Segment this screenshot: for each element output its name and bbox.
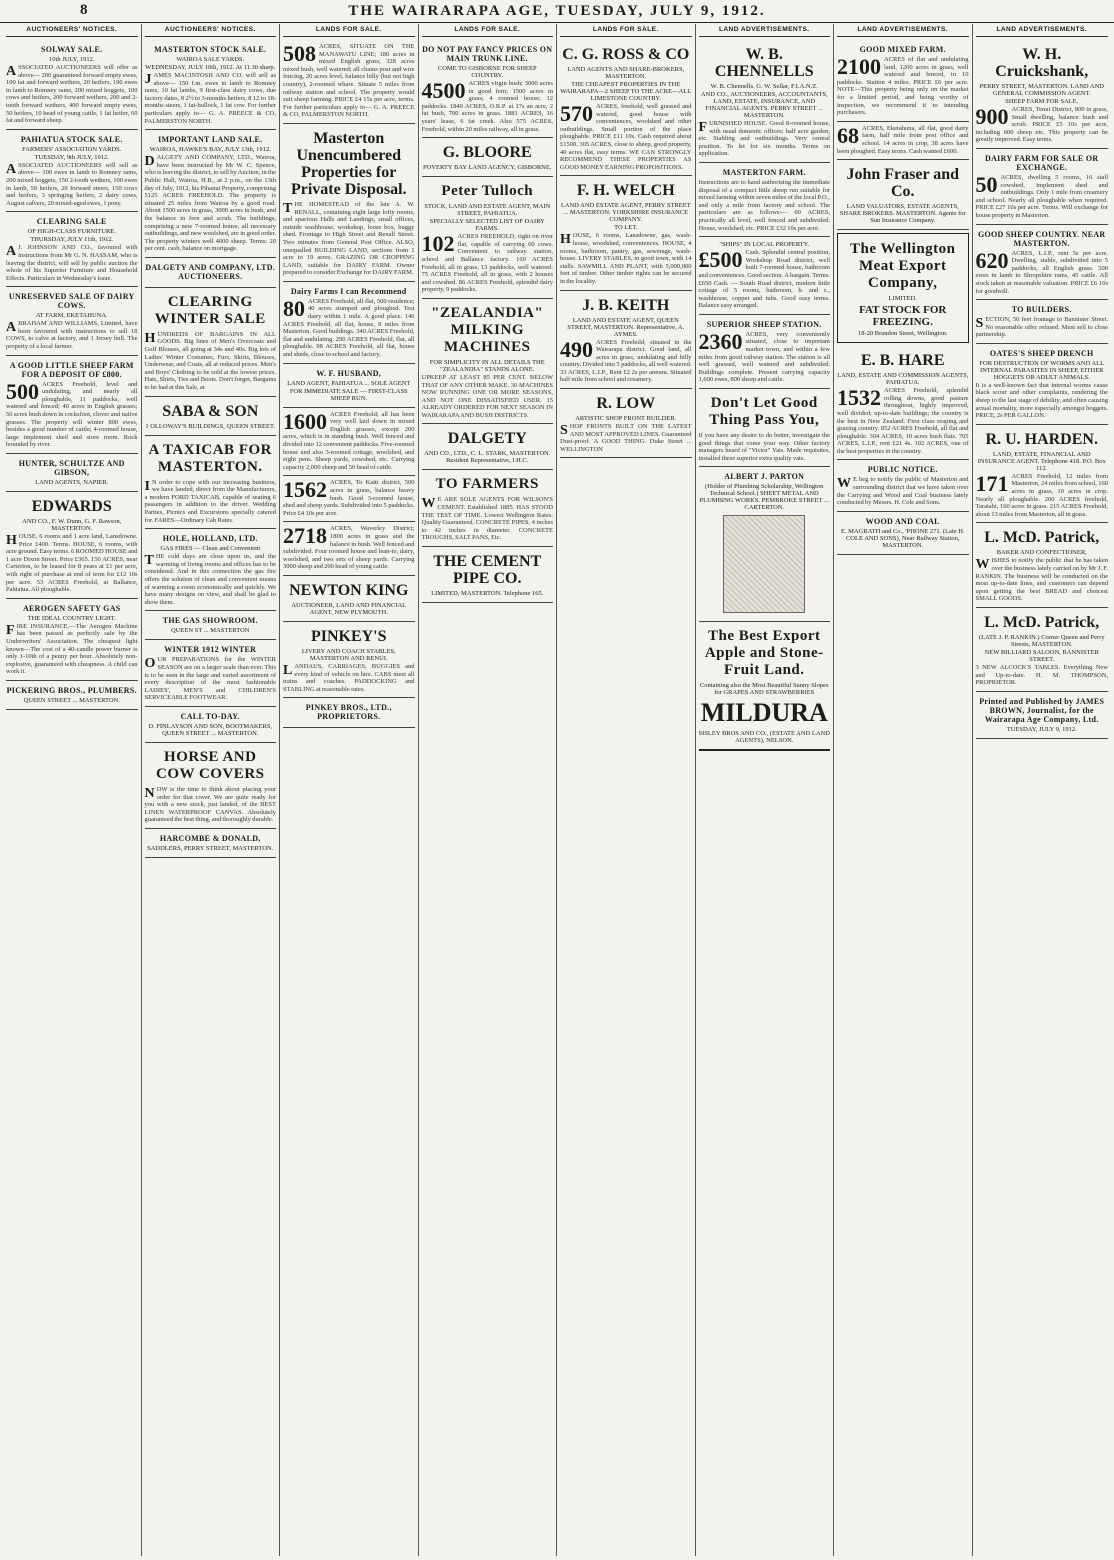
ad-heading: Dairy Farms I can Recommend [290,286,407,296]
ad-heading: THE GAS SHOWROOM. [162,616,258,626]
ad-subheading: LIMITED, MASTERTON. Telephone 165. [431,590,544,598]
advertisement [145,611,277,640]
ad-name: NEWTON KING [289,581,409,599]
ad-name: Masterton Unencumbered Properties for Private Disposal. [290,129,407,198]
advertisement [837,512,969,555]
column-1 [3,24,142,1556]
ad-name: R. LOW [596,395,656,413]
ad-body: 1562 ACRES, To Kaiti district, 500 acres in grass, balance heavy bush. Good 3-roomed house, shed and sheep yards. Subdivided into 5 paddocks. Price £4 10s per acre. [283,477,415,517]
ad-subheading: W. B. Chennells. G. W. Sellar, F.I.A.N.Z. [710,83,818,90]
ad-subheading: LAND VALUATORS, ESTATE AGENTS, SHARE BROKERS. MASTERTON. Agents for Sun Insurance Company. [839,203,966,225]
ad-subheading: WAIROA SALE YARDS. [176,56,245,63]
advertisement [560,40,692,176]
ad-body: 4500 ACRES virgin bush; 3000 acres in good fern; 1500 acres in grass; 4 roomed house; 12 paddocks. 1840 ACRES, O.R.P. at 17s an acre, 2 fat bush, 700 acres in grass. 1881 ACRES, 16 years' lease, 6 fat creek. Also 575 ACRES, Freehold, within 20 miles railway, all in grass. [421,78,553,133]
ad-body: A J. JOHNSON AND CO., favoured with instructions from Mr G. N. HASSAM, who is leaving the district, will sell by public auction the whole of his Superior Furniture and Household Effects. Particulars in Wednesday's issue. [6,244,138,282]
ad-subheading: QUEEN ST ... MASTERTON [171,627,250,635]
advertisement [145,829,277,858]
acreage-figure: 620 [975,247,1009,273]
ad-body: £500 Cash. Splendid central position, Workshop Road district, well built 7-roomed house, bathroom and conveniences. Good section. A bargain. Terms. £650 Cash. — South Road district, modern little cottage of 5 rooms, bathroom, h. and c., washhouse, copper and tubs. Good easy terms. Balance easy arranged. [698,247,830,310]
ad-body: ABRAHAM AND WILLIAMS, Limited, have been favoured with instructions to sell 18 COWS, to calve at factory, and 1 Jersey bull. The property of a local farmer. [6,320,138,351]
column-3 [280,24,419,1556]
mildura-name: MILDURA [700,698,828,728]
ad-heading: SUPERIOR SHEEP STATION. [706,319,822,329]
ad-body: 500 ACRES Freehold, level and undulating, and nearly all ploughable, 11 paddocks, well watered and fenced; 40 acres in English grasses; 50 acres bush down in cocksfoot, clover and native grasses. The property will winter 800 ewes, besides a good number of cattle; 4-roomed house, large implement shed and store room. Rock bounded by river. [6,378,138,449]
ad-subheading: TO LET. [614,224,638,232]
ad-heading: PUBLIC NOTICE. [867,465,938,475]
drop-cap: I [144,478,150,494]
ad-subheading: D. FINLAYSON AND SON, BOOTMAKERS, QUEEN STREET ... MASTERTON. [148,722,273,737]
ad-name: W. B. CHENNELLS [714,46,814,80]
ad-heading: UNRESERVED SALE OF DAIRY COWS. [8,292,135,311]
advertisement [283,522,415,576]
acreage-figure: 1532 [837,385,881,411]
ad-subheading: QUEEN STREET ... MASTERTON. [23,696,120,704]
ad-body: Instructions are to hand authorising the immediate disposal of a compact little sheep run suitable for mixed farming within seven miles of the local P.O., and only a mile from factory and school. The particulars are as follows:— 60 ACRES, practically all level, well fenced and subdivided. House, woolshed, etc. PRICE £32 10s per acre. [698,178,830,232]
ad-body: WISHES to notify the public that he has taken over the business lately carried on by Mr J. F. RANKIN. The business will be conducted on the most up-to-date lines, and customers can depend upon getting the best BREAD and choicest SMALL GOODS. [975,557,1108,603]
acreage-figure: 500 [6,378,39,404]
advertisement [283,622,415,698]
ad-subheading: TUESDAY, JULY 9, 1912. [1006,725,1077,733]
ad-heading: GOOD MIXED FARM. [859,45,946,54]
advertisement [422,138,554,177]
ad-subheading: AND CO., LTD., C. L. STARK, MASTERTON. Resident Representative, I.H.C. [424,450,551,465]
advertisement [145,640,277,707]
ad-heading: HUNTER, SCHULTZE AND GIBSON, [18,459,125,477]
ad-heading: DAIRY FARM FOR SALE OR EXCHANGE. [985,153,1099,172]
advertisement [976,40,1109,149]
ad-heading: DALGETY AND COMPANY, LTD. AUCTIONEERS. [145,262,276,281]
ad-body: NOW is the time to think about placing your order for that cover. We are quite ready for you with a new stock, just landed, of the BEST LINEN WATERPROOF CANVAS. Absolutely guaranteed the best thing, and thoroughly durable. [144,785,276,824]
column-8 [973,24,1112,1556]
ad-heading: MASTERTON FARM. [722,167,806,177]
ad-name: THE CEMENT PIPE CO. [433,553,542,588]
column-heading: LAND ADVERTISEMENTS. [976,24,1109,37]
drop-cap: W [837,476,851,492]
drop-cap: A [6,244,17,260]
column-heading: AUCTIONEERS' NOTICES. [145,24,277,37]
ad-subheading: LIVERY AND COACH STABLES, MASTERTON AND RENUI. [301,647,396,662]
advertisement [976,300,1109,344]
advertisement [422,299,554,425]
advertisement [6,454,138,492]
drop-cap: O [144,656,156,672]
ad-display-title: TO FARMERS [435,476,539,493]
ad-body: FURNISHED HOUSE. Good 8-roomed house, with usual domestic offices; half acre garden, etc. Stabling and outbuildings. Very central position. To let for six months. Terms on application. [698,120,830,158]
column-2 [142,24,281,1556]
advertisement [145,288,277,397]
acreage-figure: 1600 [283,408,327,434]
meat-export-sub: LIMITED. [888,295,917,303]
ad-subheading: OF HIGH-CLASS FURNITURE. [27,228,116,236]
advertisement [145,397,277,436]
ad-heading: CALL TO-DAY. [180,711,240,721]
ad-name: PINKEY'S [310,627,387,645]
advertisement [837,122,969,160]
page-number: 8 [80,2,88,18]
advertisement [699,40,831,163]
drop-cap: T [144,553,154,569]
acreage-figure: 490 [560,336,593,362]
ad-subheading: PERRY STREET, MASTERTON. LAND AND GENERAL COMMISSION AGENT. [979,83,1104,97]
ad-body: 2718 ACRES, Waverley District; 1800 acres in grass and the balance in bush. Well fenced and subdivided. Four roomed house and lean-to, dairy, woolshed, and two sets of sheep yards. Carrying 3000 sheep and 200 head of young cattle. [283,523,415,571]
drop-cap: A [6,320,17,336]
meat-export-line: FAT STOCK FOR FREEZING. [859,304,947,329]
ad-body: ASSOCIATED AUCTIONEERS will offer as above— 200 guaranteed forward empty ewes, 100 fat and forward wethers, 20 heifers, 190 ewes in lamb to Romney rams, 200 mixed hoggets, 100 cows and heifers, 200 forward wethers, 200 and 2-tooth forward wethers, 400 forward empty ewes, 50 heifers, 10 head of young cattle, 1 fat heifer, 60 fat and forward sheep. [6,64,138,125]
advertisement [6,356,138,454]
ad-body: 50 ACRES, dwelling 5 rooms, 16 stall cowshed, implement shed and outbuildings. Only 1 mile from creamery and school. Nearly all ploughable when required. PRICE £27 10s per acre. Terms. Will exchange for house property in Masterton. [975,171,1108,219]
ad-heading: PICKERING BROS., PLUMBERS. [6,685,137,695]
ad-name: SABA & SON [162,402,259,420]
advertisement [283,698,415,728]
mildura-sub: Containing also the Most Beautiful Sunny Slopes for GRAPES AND STRAWBERRIES [699,682,829,697]
advertisement [6,681,138,710]
ad-heading: OATES'S SHEEP DRENCH [989,348,1094,358]
column-heading: LANDS FOR SALE. [283,24,415,37]
drop-cap: N [144,785,155,801]
advertisement [6,130,138,213]
advertisement [6,599,138,681]
drop-cap: T [283,200,293,216]
drop-cap: D [144,154,155,170]
advertisement [283,40,415,124]
illustration-image [723,515,805,613]
advertisement [560,291,692,390]
advertisement [837,40,969,122]
acreage-figure: 80 [283,295,305,321]
ad-name: EDWARDS [31,498,112,515]
advertisement [145,436,277,530]
ad-subheading: ARTISTIC SHOP FRONT BUILDER. [575,415,677,423]
ad-body: I N order to cope with our increasing business, we have landed, direct from the Manufacturers, a modern FORD TAXICAB, capable of seating 6 passengers in addition to the driver. Wedding Parties, Picnics and Excursions specially catered for. FARES—Ordinary Cab Rates. [144,478,276,524]
column-heading: LANDS FOR SALE. [560,24,692,37]
ad-name: G. BLOORE [442,144,532,162]
ad-body: 620 ACRES, L.I.P., rent 5s per acre. Dwelling, stable, subdivided into 5 paddocks, all English grass. 500 ewes in lamb to Shropshire rams, 45 cattle. All stock taken at reasonable valuation. PRICE £6 10s for goodwill. [975,247,1108,295]
ad-body: LANDAUS, CARRIAGES, BUGGIES and every kind of vehicle on hire. CABS meet all trains and coaches. PADDOCKING and STABLING at reasonable rates. [283,662,415,693]
drop-cap: A [6,64,17,79]
ad-subheading: NEW BILLIARD SALOON, BANNISTER STREET. [984,648,1099,663]
ad-subheading: LAND AGENTS AND SHARE-BROKERS, MASTERTON. [567,66,685,80]
mildura-ad [699,622,831,751]
ad-subheading: STOCK, LAND AND ESTATE AGENT, MAIN STREET, PAHIATUA. [424,203,551,218]
ad-name: DALGETY [447,430,527,448]
ad-subheading: E. MAGRATH and Co., 'PHONE 271. (Late H. COLE AND SONS), Near Railway Station, MASTERTON. [840,527,965,549]
column-heading: LANDS FOR SALE. [422,24,554,37]
ad-heading: PAHIATUA STOCK SALE. [20,134,123,144]
ad-display-title: Don't Let Good Thing Pass You, [709,395,820,429]
acreage-figure: 68 [837,122,859,148]
ad-heading: GOOD SHEEP COUNTRY. NEAR MASTERTON. [977,229,1106,248]
advertisement [837,346,969,460]
column-7 [834,24,973,1556]
ad-heading: DO NOT PAY FANCY PRICES ON MAIN TRUNK LINE. [422,45,553,63]
ad-body: 1532 ACRES Freehold, splendid rolling downs, good pasture throughout, highly improved, well divided; up-to-date buildings; the country is the best in New Zealand. First class reaping and grazing country. 852 ACRES Freehold, all flat and ploughable. 304 ACRES, 10 acres bush flats. 705 ACRES, L.I.P., rent £21 4s. 102 ACRES, one of the best properties in the country. [837,385,969,455]
column-heading: AUCTIONEERS' NOTICES. [6,24,138,37]
meat-export-title: The Wellington Meat Export Company, [850,241,956,292]
ad-name: C. G. ROSS & CO [562,46,690,63]
ad-body: It is a well-known fact that internal worms cause black scour and other complaints, rendering the sheep to the last stage of debility, and often causing actual mortality, more especially amongst hoggets. PRICE, 2s PER GALLON. [975,381,1108,420]
advertisement [976,608,1109,692]
advertisement [283,576,415,622]
ad-subheading: FOR IMMEDIATE SALE — FIRST-CLASS SHEEP RUN. [289,387,408,402]
ad-display-title: CLEARING WINTER SALE [154,293,266,327]
columns [3,24,1111,1556]
ad-subheading: COME TO GISBORNE FOR SHEEP COUNTRY. [437,65,537,79]
advertisement [699,237,831,315]
ad-subheading: AND CO., F. W. Dunn, G. F. Rawson, MASTERTON. [22,518,122,532]
ad-subheading: LAND, ESTATE, FINANCIAL AND INSURANCE AGENT. Telephone 418. P.O. Box 112. [977,450,1106,472]
ad-subheading: LAND AND ESTATE AGENT, PERRY STREET ... MASTERTON. YORKSHIRE INSURANCE COMPANY. [560,202,691,224]
ad-subheading: (Holder of Plumbing Scholarship, Wellington Technical School.) SHEET METAL AND PLUMBING WORKS. PEMBROKE STREET ... CARTERTON. [699,483,829,512]
advertisement [283,282,415,364]
acreage-figure: 2100 [837,54,881,79]
column-heading: LAND ADVERTISEMENTS. [837,24,969,37]
ad-heading: ALBERT J. PARTON [724,472,805,482]
ad-heading: TO BUILDERS. [1011,305,1072,315]
advertisement [145,130,277,258]
mildura-agent: SISLEY BROS AND CO., (ESTATE AND LAND AGENTS), NELSON. [698,730,830,745]
ad-body: THE cold days are close upon us, and the warming of living rooms and offices has to be considered. And in this connection the gas fire offers the solution of clean and convenient means of warming a room economically and quickly. We have many designs on view, and shall be glad to show them. [144,553,276,606]
ad-body: 2100 ACRES of flat and undulating land, 1200 acres in grass, well watered and fenced, in 10 paddocks. Station 4 miles. PRICE £6 per acre. NOTE—This property being only on the market for a limited period, and being worthy of inspection, we recommend it to intending purchasers. [837,54,969,117]
acreage-figure: 508 [283,41,316,66]
ad-body: 80 ACRES Freehold, all flat, 500 residence; 40 acres stumped and ploughed. Test dairy within 1 mile. A good place. 146 ACRES Freehold, all flat, house, 8 miles from Masterton. Good buildings. 340 ACRES Freehold, flat and undulating. 290 ACRES Freehold, flat, all ploughable. 98 ACRES Freehold, all flat, house and sheds, close to school and factory. [283,295,415,359]
ad-subheading: FARMERS' ASSOCIATION YARDS. [22,145,122,153]
advertisement [976,523,1109,608]
advertisement [422,470,554,547]
ad-body: 3 NEW ALCOCK'S TABLES. Everything New and Up-to-date. H. M. THOMPSON, PROPRIETOR. [975,663,1108,687]
drop-cap: F [698,120,708,135]
ad-body: If you have any desire to do better, investigate the good things that come your way. Other factory managers heard of "Victor" Vats. Made requisites, installed these superior extra quality vats. [698,432,830,462]
advertisement [145,529,277,611]
column-5 [557,24,696,1556]
ad-body: W E ARE SOLE AGENTS FOR WILSON'S CEMENT. Established 1885. HAS STOOD THE TEST OF TIME. Lowest Wellington Rates. Quality Guaranteed. CONCRETE PIPES, 4 inches to 42 inches in diameter. CONCRETE TROUGHS, SALT PANS, Etc. [421,496,553,542]
ad-subheading: SHEEP FARM FOR SALE. [1005,98,1079,105]
ad-subheading: SADDLERS, PERRY STREET, MASTERTON. [147,844,274,852]
mildura-title: The Best Export Apple and Stone-Fruit Land. [704,628,824,679]
ad-body: 508 ACRES, SITUATE ON THE MANAWATU LINE; 180 acres in mixed English grass; 328 acres mixed bush, well watered; all chains post and wire fencing, 20 acres level, balance hilly (but not high country), 2-roomed whare. Situate 5 miles from railway station and school. The property would suit sheep farming. PRICE £4 15s per acre, terms. For further particulars apply to— G. A. PREECE & CO, PALMERSTON NORTH. [283,41,415,119]
advertisement [283,408,415,477]
advertisement [976,692,1109,739]
ad-display-title: HORSE AND COW COVERS [156,748,265,782]
ad-body: THE HOMESTEAD of the late A. W. RENALL, containing eight large lofty rooms, and spacious Halls and Landings, small offices, outside washhouse, workshop, loose box, buggy shed. Frontage to High Street and Renall Street. Two minutes from General Post Office. ALSO, unequalled BUILDING LAND, sections from 1 acre to 19 acres. GRAZING OR CROPPING LAND, suitable for DAIRY FARM. Owner prepared to consider Exchange for DAIRY FARM. [283,200,415,277]
advertisement [145,743,277,829]
ad-subheading: AT FARM, EKETAHUNA. [35,312,108,320]
ad-body: 68 ACRES, Eketahuna, all flat, good dairy farm, half mile from post office and school. 14 acres in crop, 38 acres have been ploughed. Easy terms. Cash wanted £600. [837,122,969,155]
ad-heading: MASTERTON STOCK SALE. [154,45,267,54]
ad-subheading: SPECIALLY SELECTED LIST OF DAIRY FARMS. [429,218,545,233]
ad-body: OUR PREPARATIONS for the WINTER SEASON are on a larger scale than ever. This is to be seen in the large and varied assortment of every description of the most fashionable LADIES', MEN'S and CHILDREN'S SERVICEABLE FOOTWEAR. [144,656,276,702]
drop-cap: S [975,316,984,332]
ad-body: HOUSE, 6 rooms, Lansdowne, gas, wash-house, woodshed, conveniences. HOUSE, 4 rooms, bathroom, pantry, gas, sewerage, wash-house. LIVERY STABLES, in good town, with 14 stalls. SAWMILL AND PLANT, with 5,000,000 feet of timber. Other timber rights can be secured in the locality. [560,232,692,285]
ad-subheading: TUESDAY, 9th JULY, 1912. [34,153,109,161]
ad-heading: CLEARING SALE [36,217,107,227]
advertisement [283,364,415,408]
drop-cap: A [6,161,17,177]
ad-subheading: POVERTY BAY LAND AGENCY, GISBORNE. [423,164,552,172]
ad-body: 171 ACRES Freehold, 12 miles from Masterton, 24 miles from school, 160 acres in grass, 10 acres in crop. Nearly all ploughable. 200 ACRES freehold, Taratahi, 160 acres in grass. 215 ACRES Freehold, about 13 miles from Masterton, all in grass. [975,470,1108,518]
advertisement [145,707,277,743]
ad-name: L. McD. Patrick, [984,529,1100,547]
ad-subheading: FOR DESTRUCTION OF WORMS AND ALL INTERNAL PARASITES IN SHEEP, EITHER HOGGETS OR ADULT ANIMALS. [979,359,1105,381]
advertisement [837,460,969,511]
drop-cap: W [421,496,436,512]
ad-body: FIRE INSURANCE.—The Aerogen Machine has been passed as perfectly safe by the Underwriters' Association. The cheapest light known—The cost of a 40-candle power burner is only 1-10th of a penny per hour. Absolutely non-explosive, guaranteed with cheapness. A child can work it. [6,622,138,676]
ad-subheading: (LATE J. P. RANKIN.) Corner Queen and Perry Streets, MASTERTON. [978,633,1105,648]
acreage-figure: 102 [421,231,455,257]
drop-cap: H [560,232,571,248]
ad-subheading: THE CHEAPEST PROPERTIES IN THE WAIRARAPA—2 SHEEP TO THE ACRE—ALL LIMESTONE COUNTRY. [560,81,692,102]
ad-body: JAMES MACINTOSH AND CO. will sell as above— 150 f.m. ewes in lamb to Romney rams, 10 fat lambs, 9 first-class dairy cows, due factory dates, 8 2½ to 3-months heifers, 8 12 to 18-months steers, 1 fat-bullock, 1 fat cow. For further particulars apply to— G. A. PREECE & CO, PALMERSTON NORTH. [144,72,276,125]
meat-export-ad [837,233,969,343]
advertisement [976,149,1109,225]
ad-subheading: THURSDAY, JULY 11th, 1912. [30,236,114,244]
ad-subheading: BAKER AND CONFECTIONER, [996,549,1087,557]
drop-cap: S [560,423,568,439]
advertisement [837,160,969,230]
ad-subheading: AUCTIONEER, LAND AND FINANCIAL AGENT, NEW PLYMOUTH. [291,601,407,616]
advertisement [699,163,831,237]
drop-cap: W [975,557,990,573]
drop-cap: H [144,330,156,346]
drop-cap: F [6,622,15,638]
ad-subheading: THE IDEAL COUNTRY LIGHT. [27,614,116,622]
ad-body: DALGETY AND COMPANY, LTD., Wairoa, have been instructed by Mr W. C. Spence, who is leaving the district, to sell by Auction, in the Public Hall, Wairoa, H.B., at 2 p.m., on the 13th day of July, 1912, his Pihanui Property, comprising 5125 ACRES FREEHOLD. The property is situated 25 miles from Wairoa by a good road. About 1500 acres in grass, 3000 acres in bush, and the balance in fern and scrub. The buildings, comprising a new 7-roomed house, all necessary outbuildings, and new woolshed, are in good order. The property winters well 4000 sheep. Terms: 20 per cent. cash, balance on mortgage. [144,154,276,253]
ad-body: UPKEEP AT LEAST 85 PER CENT. BELOW THAT OF ANY OTHER MAKE. 30 MACHINES NOW RUNNING ONE OR MORE SEASONS, AND NOT ONE DISSATISFIED USER. 15 ALREADY ORDERED FOR NEXT SEASON IN WAIRARAPA AND BUSH DISTRICTS. [421,373,553,419]
ad-heading: WINTER 1912 WINTER [164,645,257,655]
ad-subheading: FOR SIMPLICITY IN ALL DETAILS THE "ZEALANDIA" STANDS ALONE. [429,358,545,373]
advertisement [6,492,138,599]
acreage-figure: 900 [975,104,1009,129]
drop-cap: L [283,662,293,678]
advertisement [422,40,554,138]
ad-subheading: LAND AGENTS, NAPIER. [35,479,109,486]
ad-name: F. H. WELCH [576,182,675,200]
masthead [0,0,1114,23]
advertisement [422,547,554,603]
ad-subheading: WAIROA, HAWKE'S BAY, JULY 13th, 1912. [149,146,271,154]
ad-body: HOUSE, 6 rooms and 1 acre land, Lansdowne. Price £400. Terms. HOUSE, 6 rooms, with acre ground. Easy terms. 6 ROOMED HOUSE and 1 acre Dixon Street. Price £365. 150 ACRES, near Carterton, to be leased for 8 years at £1 per acre, with right of purchase at end of term for £12 10s per acre. 53 ACRES Freehold, at Ballance, Pahiatua. All ploughable. [6,533,138,594]
ad-subheading: LAND, ESTATE AND COMMISSION AGENTS, PAHIATUA. [837,372,969,387]
ad-body: 102 ACRES FREEHOLD, right on river flat, capable of carrying 60 cows. Convenient to railway station, school and Ballance factory. 160 ACRES Freehold, all in grass, 13 paddocks, well watered. 75 ACRES Freehold, all in grass, with 2 houses and cowshed. 86 ACRES Freehold, splendid dairy property, 9 paddocks. [421,231,553,294]
advertisement [145,40,277,130]
acreage-figure: 2718 [283,523,327,549]
acreage-figure: 50 [975,171,998,197]
drop-cap: H [6,533,17,548]
ad-body: 1600 ACRES Freehold; all has been very well laid down in mixed English grasses, except 200 acres, which is in standing bush. Well fenced and divided into 12 convenient paddocks. Five-roomed house and also 3-roomed cottage, woolshed, and eight pens. Sheep yards, cowshed, etc. Carrying capacity 2,000 sheep and 50 head of cattle. [283,408,415,471]
ad-name: R. U. HARDEN. [985,430,1098,448]
ad-subheading: AND CO., AUCTIONEERS, ACCOUNTANTS, LAND, ESTATE, INSURANCE, AND FINANCIAL AGENTS. PERRY STREET ... MASTERTON. [700,91,828,119]
advertisement [145,258,277,288]
ad-name: L. McD. Patrick, [984,613,1100,631]
ad-heading: SOLWAY SALE. [41,45,103,54]
ad-heading: AEROGEN SAFETY GAS [22,603,121,613]
ad-body: SHOP FRONTS BUILT ON THE LATEST AND MOST APPROVED LINES. Guaranteed Dust-proof. A GOOD THING. Duke Street ... WELLINGTON [560,423,692,453]
ad-subheading: GAS FIRES — Clean and Convenient [160,545,261,553]
acreage-figure: 171 [975,470,1009,496]
acreage-figure: 1562 [283,477,327,503]
ad-display-title: "ZEALANDIA" MILKING MACHINES [431,304,544,355]
advertisement [560,176,692,290]
ad-subheading: "SHIPS" IN LOCAL PROPERTY. [719,241,810,249]
ad-subheading: LAND AND ESTATE AGENT, QUEEN STREET, MASTERTON. Representative, A. AYMES. [567,316,685,338]
ad-subheading: 10th JULY, 1912. [49,56,95,63]
newspaper-title: THE WAIRARAPA AGE, TUESDAY, JULY 9, 1912. [348,3,766,19]
advertisement [699,467,831,622]
ad-body: SECTION, 50 feet frontage to Bannister Street. No reasonable offer refused. Must sell to close partnership. [975,316,1108,339]
acreage-figure: 570 [560,101,593,126]
advertisement [6,212,138,287]
ad-body: 2360 ACRES, very conveniently situated, close to important market town, and within a few miles from good railway station. The station is all well grassed, well watered and subdivided. Buildings complete. Present carrying capacity 1,600 ewes, 800 sheep and cattle. [698,328,830,384]
drop-cap: J [144,72,152,87]
ad-subheading: 1 OLLOWAY'S BUILDINGS, QUEEN STREET. [145,422,276,430]
advertisement [6,287,138,355]
advertisement [283,124,415,282]
ad-heading: IMPORTANT LAND SALE. [158,135,263,145]
column-heading: LAND ADVERTISEMENTS. [699,24,831,37]
ad-heading: Printed and Published by JAMES BROWN, Journalist, for the Wairarapa Age Company, Ltd. [979,696,1105,724]
ad-display-title: Peter Tulloch [441,183,534,200]
advertisement [699,389,831,467]
advertisement [422,424,554,470]
ad-body: W E beg to notify the public of Masterton and surrounding district that we have taken over the Carrying and Wood and Coal business lately conducted by Messrs. H. Cole and Sons. [837,476,969,507]
advertisement [6,40,138,130]
ad-body: 900 ACRES, Tenui District, 800 in grass, Small dwelling, balance bush and scrub. PRICE £5 10s per acre, including 600 sheep etc. This property can be greatly improved. Easy terms. [975,104,1108,144]
acreage-figure: 4500 [421,78,466,103]
ad-name: E. B. HARE [860,352,945,370]
ad-body: HUNDREDS OF BARGAINS IN ALL GOODS. Big lines of Men's Overcoats and Golf Blouses, all going at 34s and 40s. Big lots of Ladies' Winter Costumes, Furs, Skirts, Blouses, Underwear, and Coats, all at reduced prices. Men's and Boys' Clothing to be sold at the lowest prices. Hats, Shirts, Ties and Boots. Don't forget, Bargains to be had at this Sale, at [144,330,276,392]
advertisement [976,425,1109,524]
ad-heading: W. F. HUSBAND, [316,368,382,378]
advertisement [976,225,1109,301]
ad-display-title: A TAXICAB FOR MASTERTON. [148,441,272,475]
ad-name: W. H. Cruickshank, [995,46,1089,80]
advertisement [422,177,554,299]
ad-heading: HARCOMBE & DONALD, [159,833,261,843]
ad-name: J. B. KEITH [582,296,670,314]
advertisement [976,344,1109,425]
advertisement [560,389,692,458]
ad-heading: HOLE, HOLLAND, LTD. [162,534,258,544]
advertisement [283,476,415,522]
advertisement [699,315,831,389]
ad-body: 570 ACRES, freehold, well grassed and watered, good house with conveniences, woolshed and other outbuildings. Small portion of the place ploughable. PRICE £11 10s. Cash required about £1500. 305 ACRES, close to sheep, good property, 40 acres flat, easy terms. WE CAN STRONGLY RECOMMEND THESE PROPERTIES AS GOOD MONEY EARNING PROPOSITIONS. [560,101,692,171]
meat-export-address: 18-20 Brandon Street, Wellington. [858,330,948,338]
column-6 [696,24,835,1556]
ad-subheading: LAND AGENT, PAHIATUA ... SOLE AGENT [287,379,411,387]
column-4 [419,24,558,1556]
ad-heading: WOOD AND COAL [865,516,940,526]
ad-body: ASSOCIATED AUCTIONEERS will sell as above— 100 ewes in lamb to Romney rams, 200 mixed hoggets, 150 2-tooth wethers, 100 ewes in lamb, 50 heifers, 20 forward steers, 150 cows and heifers, 3 springing heifers, 2 dairy cows, August calvers, 20 mixed-aged ewes, 1 pony. [6,161,138,207]
acreage-figure: £500 [698,247,743,273]
acreage-figure: 2360 [698,328,743,354]
ad-heading: PINKEY BROS., LTD., PROPRIETORS. [305,703,392,722]
ad-heading: A GOOD LITTLE SHEEP FARM FOR A DEPOSIT OF £800. [9,360,134,379]
ad-subheading: WEDNESDAY, JULY 10th, 1912. At 11.30 sharp. [145,64,276,71]
ad-body: 490 ACRES Freehold, situated in the Wairarapa district. Good land, all acres in grass, undulating and hilly country. Divided into 5 paddocks, all well watered. 33 ACRES, L.I.P., Rent £2 2s per annum. Situated half mile from school and creamery. [560,336,692,384]
ad-name: John Fraser and Co. [846,166,960,201]
